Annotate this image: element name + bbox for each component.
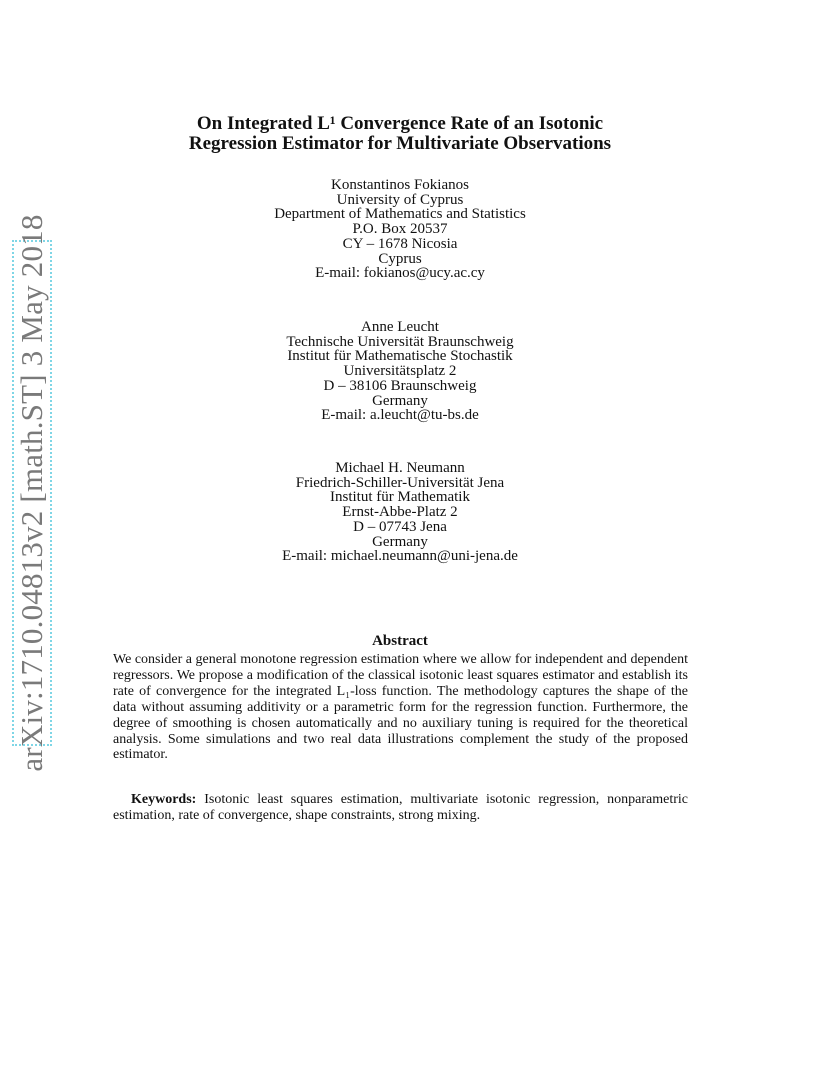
author-address: P.O. Box 20537 [352,221,448,238]
abstract-heading: Abstract [372,633,428,649]
author-affiliation: Technische Universität Braunschweig [286,333,514,350]
author-affiliation: Friedrich-Schiller-Universität Jena [295,474,505,491]
title-line-1: On Integrated L¹ Convergence Rate of an Isotonic [196,113,604,134]
title-line-2: Regression Estimator for Multivariate Observations [188,133,612,154]
author-department: Institut für Mathematik [330,489,470,506]
keywords-label: Keywords: [131,792,197,807]
author-email: E-mail: fokianos@ucy.ac.cy [315,265,485,282]
author-department: Department of Mathematics and Statistics [274,206,526,223]
author-name: Konstantinos Fokianos [331,177,469,193]
abstract-text: We consider a general monotone regression estimation where we allow for independent and dependent regressors. We propose a modification of the classical isotonic least squares estimator and establish its rate of convergence for the integrated L₁-loss function. The methodology captures the shape of the data without assuming additivity or a parametric form for the regression function. Furthermore, the degree of smoothing is chosen automatically and no auxiliary tuning is required for the theoretical analysis. Some simulations and two real data illustrations complement the study of the proposed estimator. [113,652,688,763]
author-country: Cyprus [378,250,422,267]
author-country: Germany [372,392,428,409]
author-city: D – 38106 Braunschweig [323,377,477,394]
author-email: E-mail: michael.neumann@uni-jena.de [282,548,518,565]
author-country: Germany [372,533,428,550]
author-3-block [0,461,800,564]
author-1-block [0,178,800,281]
author-address: Ernst-Abbe-Platz 2 [342,504,458,521]
paper-title [0,114,800,154]
author-2-block [0,320,800,423]
author-city: CY – 1678 Nicosia [342,235,458,252]
author-name: Anne Leucht [361,319,439,335]
arxiv-identifier: arXiv:1710.04813v2 [math.ST] 3 May 2018 [14,214,49,772]
author-email: E-mail: a.leucht@tu-bs.de [321,407,479,424]
author-city: D – 07743 Jena [353,518,447,535]
author-address: Universitätsplatz 2 [343,363,457,380]
keywords-paragraph [113,792,688,824]
author-name: Michael H. Neumann [335,460,465,476]
author-affiliation: University of Cyprus [336,191,464,208]
author-department: Institut für Mathematische Stochastik [287,348,513,365]
keywords-text: Isotonic least squares estimation, multivariate isotonic regression, nonparametric estimation, rate of convergence, shape constraints, strong mixing. [113,792,688,823]
